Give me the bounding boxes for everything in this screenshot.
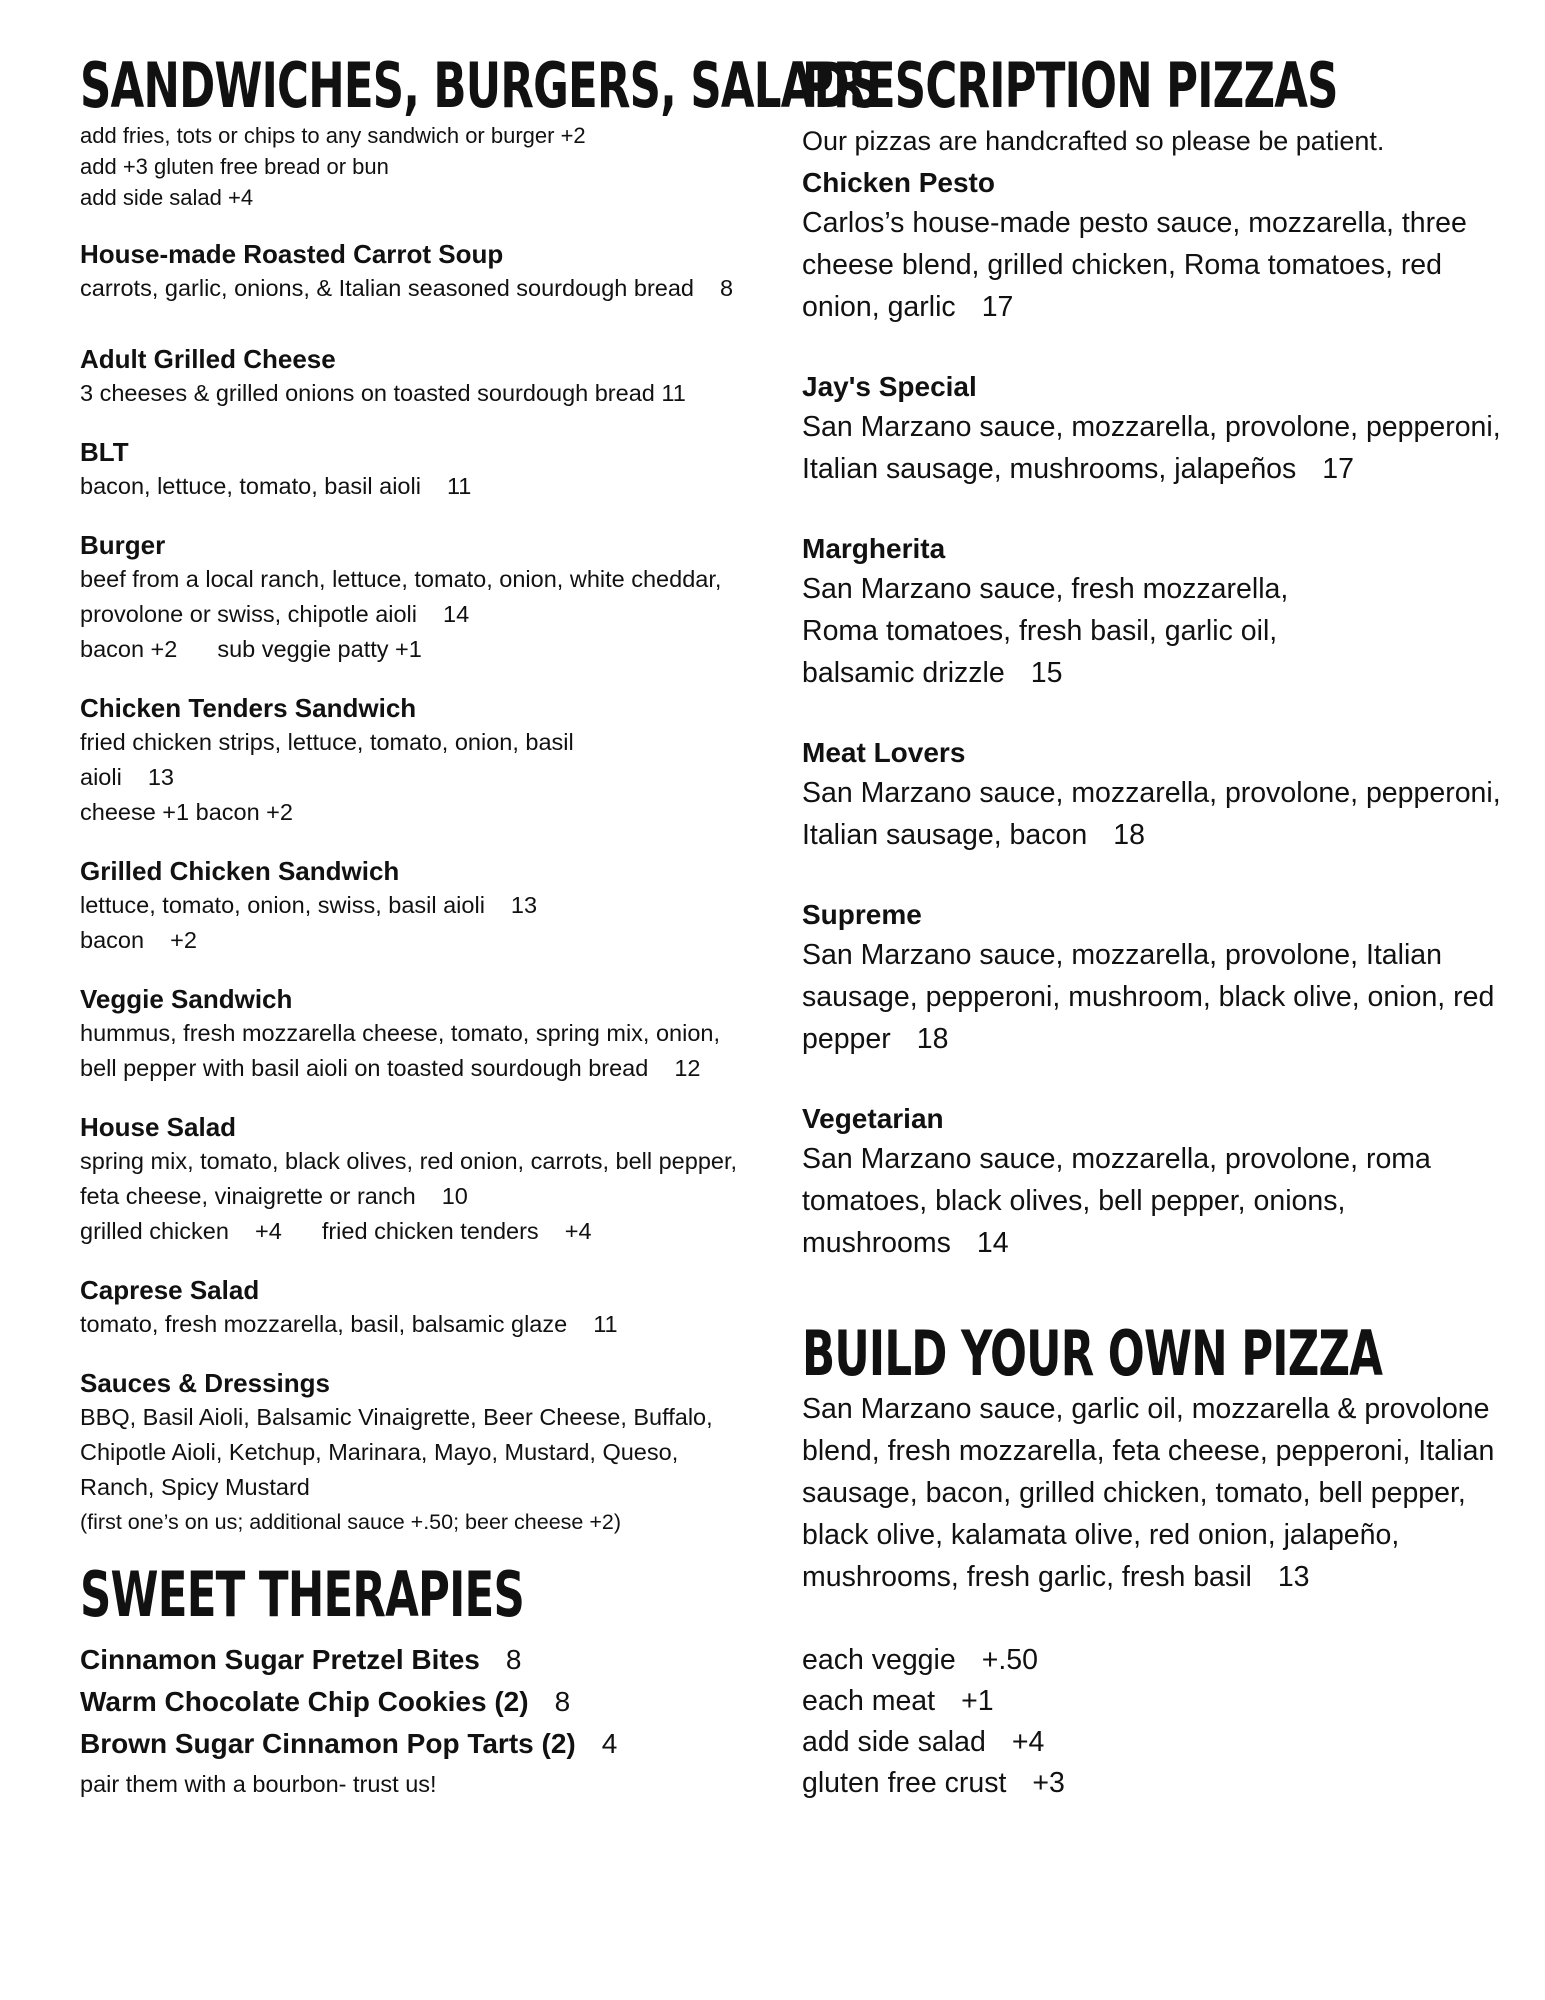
pizza-description <box>802 772 1502 856</box>
item-description <box>80 1016 740 1086</box>
item-desc-text: fried chicken strips, lettuce, tomato, onion, basil aioli <box>80 729 574 790</box>
menu-item-caprese-salad <box>80 1273 740 1342</box>
pizza-desc-text: San Marzano sauce, mozzarella, provolone, roma tomatoes, black olives, bell pepper, onions, mushrooms <box>802 1143 1431 1259</box>
dessert-item <box>80 1639 740 1681</box>
pizza-name: Meat Lovers <box>802 737 966 768</box>
addon-item <box>802 1722 1502 1763</box>
item-desc-text: carrots, garlic, onions, & Italian seasoned sourdough bread <box>80 275 694 301</box>
menu-item-burger <box>80 528 740 667</box>
pizza-description <box>802 934 1502 1060</box>
item-price: 14 <box>443 601 470 627</box>
build-your-own-title: BUILD YOUR OWN PIZZA <box>802 1317 1383 1390</box>
sweet-therapies-list <box>80 1639 740 1803</box>
pizza-desc-text: San Marzano sauce, mozzarella, provolone, pepperoni, Italian sausage, bacon <box>802 777 1501 851</box>
item-name: Chicken Tenders Sandwich <box>80 693 417 723</box>
item-name: House-made Roasted Carrot Soup <box>80 239 504 269</box>
item-description <box>80 376 740 411</box>
item-description <box>80 562 740 632</box>
addon-label: add side salad <box>802 1726 986 1758</box>
pizza-supreme <box>802 896 1502 1060</box>
addon-item <box>802 1681 1502 1722</box>
menu-item-blt <box>80 435 740 504</box>
addon-price: +3 <box>1032 1767 1065 1799</box>
addon-price: +.50 <box>981 1644 1038 1676</box>
dessert-price: 4 <box>601 1728 618 1759</box>
item-description <box>80 1144 740 1214</box>
pizza-vegetarian <box>802 1100 1502 1264</box>
pizza-name: Supreme <box>802 899 922 930</box>
pizza-name: Vegetarian <box>802 1103 944 1134</box>
item-name: Sauces & Dressings <box>80 1368 331 1398</box>
dessert-item <box>80 1723 740 1765</box>
intro-line: add +3 gluten free bread or bun <box>80 154 389 179</box>
pizza-desc-text: Carlos’s house-made pesto sauce, mozzarella, three cheese blend, grilled chicken, Roma tomatoes, red onion, garlic <box>802 207 1467 323</box>
item-extras: cheese +1 bacon +2 <box>80 799 293 825</box>
menu-item-chicken-tenders-sandwich <box>80 691 740 830</box>
byo-desc-text: San Marzano sauce, garlic oil, mozzarella & provolone blend, fresh mozzarella, feta cheese, pepperoni, Italian sausage, bacon, grilled chicken, tomato, bell pepper, black olive, kalamata olive, red onion, jalapeño, mushrooms, fresh garlic, fresh basil <box>802 1393 1495 1593</box>
item-name: Burger <box>80 530 166 560</box>
right-column <box>802 49 1502 1804</box>
item-extras <box>80 1214 740 1249</box>
menu-item-veggie-sandwich <box>80 982 740 1086</box>
menu-item-house-salad <box>80 1110 740 1249</box>
dessert-name: Warm Chocolate Chip Cookies (2) <box>80 1686 529 1717</box>
pizza-name: Chicken Pesto <box>802 167 995 198</box>
intro-line: add fries, tots or chips to any sandwich or burger +2 <box>80 123 586 148</box>
sauces-list: BBQ, Basil Aioli, Balsamic Vinaigrette, Beer Cheese, Buffalo, Chipotle Aioli, Ketchup, Marinara, Mayo, Mustard, Queso, Ranch, Spicy Mustard <box>80 1404 713 1500</box>
item-extra: bacon +2 <box>80 636 178 662</box>
item-name: Grilled Chicken Sandwich <box>80 856 400 886</box>
item-description <box>80 271 740 306</box>
pizza-description <box>802 202 1502 328</box>
addon-label: each meat <box>802 1685 936 1717</box>
pizza-name: Margherita <box>802 533 946 564</box>
item-desc-text: 3 cheeses & grilled onions on toasted sourdough bread <box>80 380 655 406</box>
item-name: Adult Grilled Cheese <box>80 344 336 374</box>
item-desc-text: tomato, fresh mozzarella, basil, balsamic glaze <box>80 1311 568 1337</box>
item-description <box>80 725 600 795</box>
addon-item <box>802 1763 1502 1804</box>
item-extra: sub veggie patty +1 <box>217 636 422 662</box>
item-price: 11 <box>661 380 686 406</box>
item-desc-text: hummus, fresh mozzarella cheese, tomato, spring mix, onion, bell pepper with basil aioli on toasted sourdough bread <box>80 1020 720 1081</box>
item-desc-text: beef from a local ranch, lettuce, tomato, onion, white cheddar, provolone or swiss, chipotle aioli <box>80 566 722 627</box>
pizza-name: Jay's Special <box>802 371 977 402</box>
menu-item-grilled-chicken-sandwich <box>80 854 740 958</box>
item-price: 11 <box>446 473 472 499</box>
pizza-price: 17 <box>981 291 1014 323</box>
dessert-item <box>80 1681 740 1723</box>
dessert-note: pair them with a bourbon- trust us! <box>80 1771 437 1797</box>
pizza-price: 14 <box>976 1227 1009 1259</box>
pizza-margherita <box>802 530 1502 694</box>
item-name: BLT <box>80 437 129 467</box>
item-price: 13 <box>147 764 174 790</box>
pizza-description <box>802 568 1362 694</box>
dessert-price: 8 <box>505 1644 522 1675</box>
item-description <box>80 888 740 923</box>
addon-label: each veggie <box>802 1644 956 1676</box>
item-price: 8 <box>719 275 734 301</box>
item-extra: fried chicken tenders +4 <box>321 1218 592 1244</box>
byo-price: 13 <box>1277 1561 1310 1593</box>
pizza-chicken-pesto <box>802 164 1502 328</box>
item-name: Veggie Sandwich <box>80 984 293 1014</box>
item-name: House Salad <box>80 1112 237 1142</box>
item-extras: bacon +2 <box>80 927 197 953</box>
sandwiches-section-title: SANDWICHES, BURGERS, SALADS <box>80 49 880 122</box>
pizza-price: 15 <box>1030 657 1063 689</box>
sweet-therapies-title: SWEET THERAPIES <box>80 1558 525 1631</box>
sandwiches-intro <box>80 120 740 213</box>
item-desc-text: bacon, lettuce, tomato, basil aioli <box>80 473 421 499</box>
item-price: 10 <box>441 1183 468 1209</box>
pizza-desc-text: San Marzano sauce, mozzarella, provolone, Italian sausage, pepperoni, mushroom, black olive, onion, red pepper <box>802 939 1495 1055</box>
item-desc-text: lettuce, tomato, onion, swiss, basil aioli <box>80 892 485 918</box>
pizza-price: 18 <box>1113 819 1145 851</box>
pizza-meat-lovers <box>802 734 1502 856</box>
item-price: 12 <box>674 1055 701 1081</box>
addon-label: gluten free crust <box>802 1767 1007 1799</box>
item-desc-text: spring mix, tomato, black olives, red onion, carrots, bell pepper, feta cheese, vinaigrette or ranch <box>80 1148 738 1209</box>
item-description <box>80 1307 740 1342</box>
pizza-description <box>802 1138 1502 1264</box>
addon-item <box>802 1640 1502 1681</box>
build-your-own-description <box>802 1388 1502 1598</box>
dessert-price: 8 <box>554 1686 571 1717</box>
pizza-jays-special <box>802 368 1502 490</box>
pizzas-intro: Our pizzas are handcrafted so please be patient. <box>802 126 1385 156</box>
menu-item-carrot-soup <box>80 237 740 306</box>
pizza-desc-text: San Marzano sauce, mozzarella, provolone, pepperoni, Italian sausage, mushrooms, jalapeños <box>802 411 1501 485</box>
item-price: 11 <box>593 1311 618 1337</box>
pizza-desc-text: San Marzano sauce, fresh mozzarella, Roma tomatoes, fresh basil, garlic oil, balsamic drizzle <box>802 573 1289 689</box>
pizzas-section-title: PRESCRIPTION PIZZAS <box>802 49 1338 122</box>
addon-price: +4 <box>1011 1726 1045 1758</box>
byo-addons <box>802 1640 1502 1804</box>
intro-line: add side salad +4 <box>80 185 254 210</box>
item-extra: grilled chicken +4 <box>80 1218 282 1244</box>
item-name: Caprese Salad <box>80 1275 260 1305</box>
item-extras <box>80 632 740 667</box>
addon-price: +1 <box>961 1685 994 1717</box>
sauces-and-dressings <box>80 1366 740 1539</box>
pizza-description <box>802 406 1502 490</box>
item-description <box>80 469 740 504</box>
item-price: 13 <box>510 892 538 918</box>
pizza-price: 17 <box>1322 453 1354 485</box>
sauces-note: (first one’s on us; additional sauce +.50; beer cheese +2) <box>80 1510 622 1534</box>
dessert-name: Brown Sugar Cinnamon Pop Tarts (2) <box>80 1728 576 1759</box>
menu-item-adult-grilled-cheese <box>80 342 740 411</box>
pizza-price: 18 <box>916 1023 949 1055</box>
dessert-name: Cinnamon Sugar Pretzel Bites <box>80 1644 480 1675</box>
